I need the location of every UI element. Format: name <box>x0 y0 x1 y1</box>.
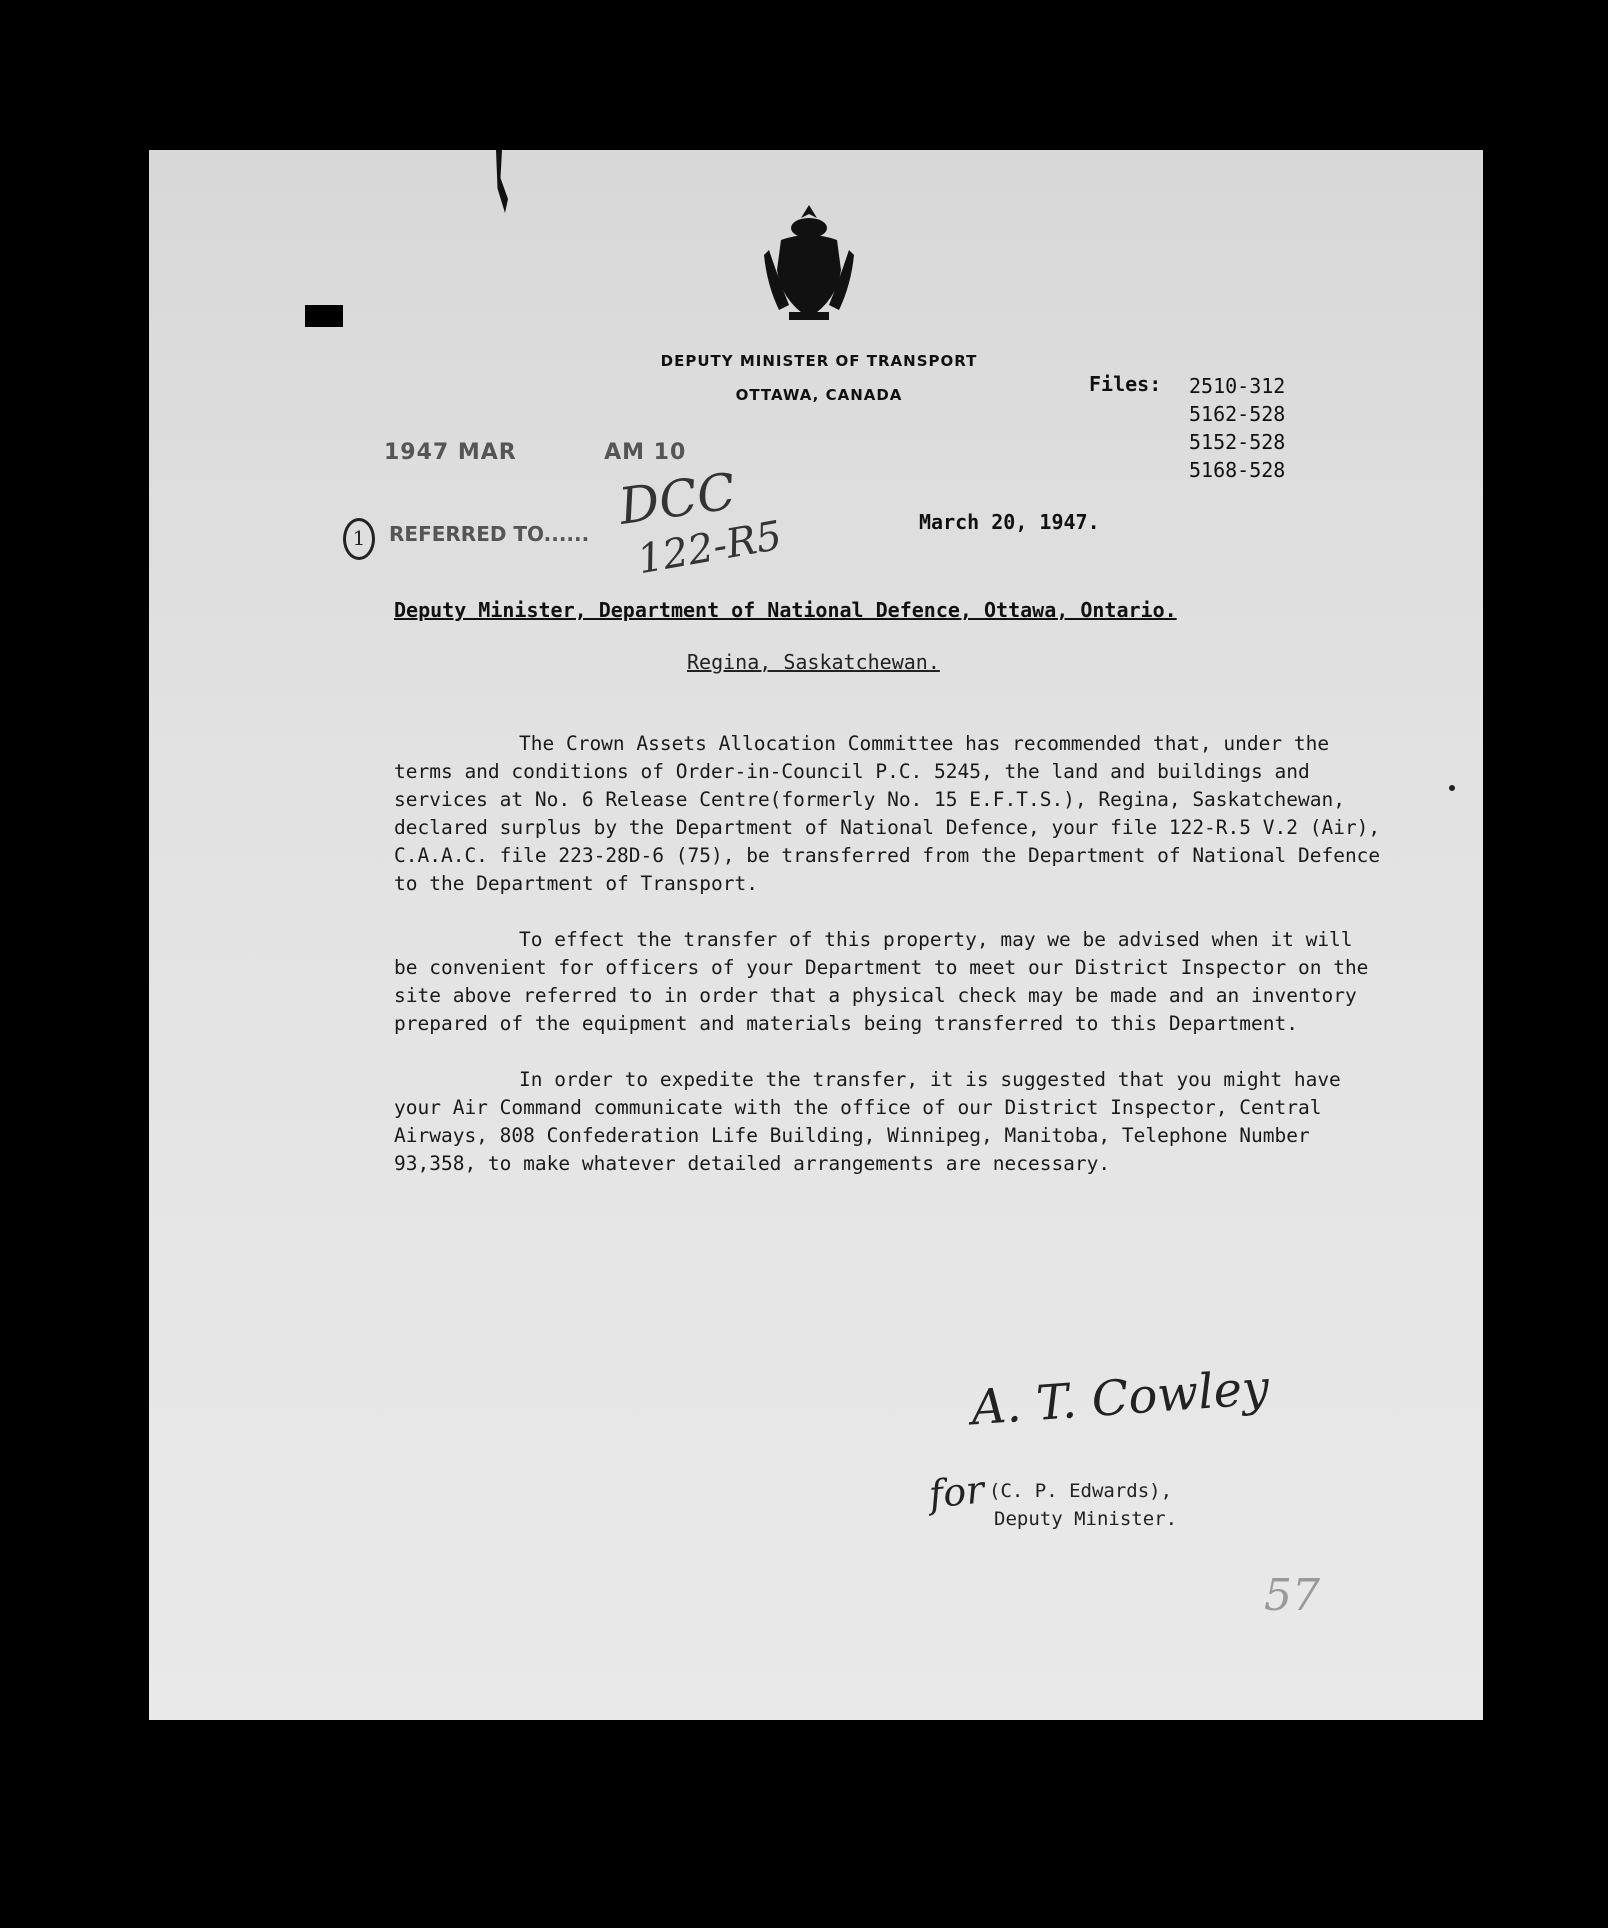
body-paragraph: To effect the transfer of this property, may we be advised when it will be convenient for officers of your Department to meet our District Inspector on the site above referred to in order that a physical check may be made and an inventory prepared of the equipment and materials being transferred to this Department. <box>394 928 1369 1035</box>
files-label: Files: <box>1089 372 1162 396</box>
letterhead-city: OTTAWA, CANADA <box>735 386 903 404</box>
coat-of-arms-icon <box>759 200 859 330</box>
signature-for: for <box>926 1467 987 1517</box>
letterhead-title: DEPUTY MINISTER OF TRANSPORT <box>660 352 978 370</box>
file-number: 5152-528 <box>1189 430 1286 454</box>
signatory-title: Deputy Minister. <box>994 1508 1178 1530</box>
letter-date: March 20, 1947. <box>919 510 1100 534</box>
ink-dot <box>1449 785 1455 791</box>
punch-hole-mark <box>305 305 343 327</box>
page-number: 57 <box>1264 1570 1320 1621</box>
letter-body <box>394 730 1384 1206</box>
addressee: Deputy Minister, Department of National Defence, Ottawa, Ontario. <box>394 598 1177 622</box>
received-stamp <box>384 440 686 465</box>
referred-to-stamp: REFERRED TO...... <box>389 522 590 546</box>
paper-tear <box>484 150 514 220</box>
circled-number-text: 1 <box>352 526 366 550</box>
handwritten-signature: A. T. Cowley <box>969 1359 1271 1437</box>
letter-page <box>149 150 1483 1720</box>
subject-line: Regina, Saskatchewan. <box>687 650 940 674</box>
stamp-date: 1947 MAR <box>384 440 517 465</box>
handwritten-file-ref: 122-R5 <box>634 512 786 584</box>
file-number: 5162-528 <box>1189 402 1286 426</box>
handwritten-initials: DCC <box>615 462 740 536</box>
signatory-name: (C. P. Edwards), <box>989 1480 1173 1502</box>
circled-number <box>343 518 375 560</box>
stamp-time: AM 10 <box>604 440 687 465</box>
body-paragraph: The Crown Assets Allocation Committee has recommended that, under the terms and conditions of Order-in-Council P.C. 5245, the land and buildings and services at No. 6 Release Centre(formerly No. 15 E.F.T.S.), Regina, Saskatchewan, declared surplus by the Department of National Defence, your file 122-R.5 V.2 (Air), C.A.A.C. file 223-28D-6 (75), be transferred from the Department of National Defence to the Department of Transport. <box>394 732 1381 895</box>
body-paragraph: In order to expedite the transfer, it is suggested that you might have your Air Command communicate with the office of our District Inspector, Central Airways, 808 Confederation Life Building, Winnipeg, Manitoba, Telephone Number 93,358, to make whatever detailed arrangements are necessary. <box>394 1068 1341 1175</box>
file-number: 5168-528 <box>1189 458 1286 482</box>
file-numbers <box>1189 372 1285 484</box>
file-number: 2510-312 <box>1189 374 1286 398</box>
